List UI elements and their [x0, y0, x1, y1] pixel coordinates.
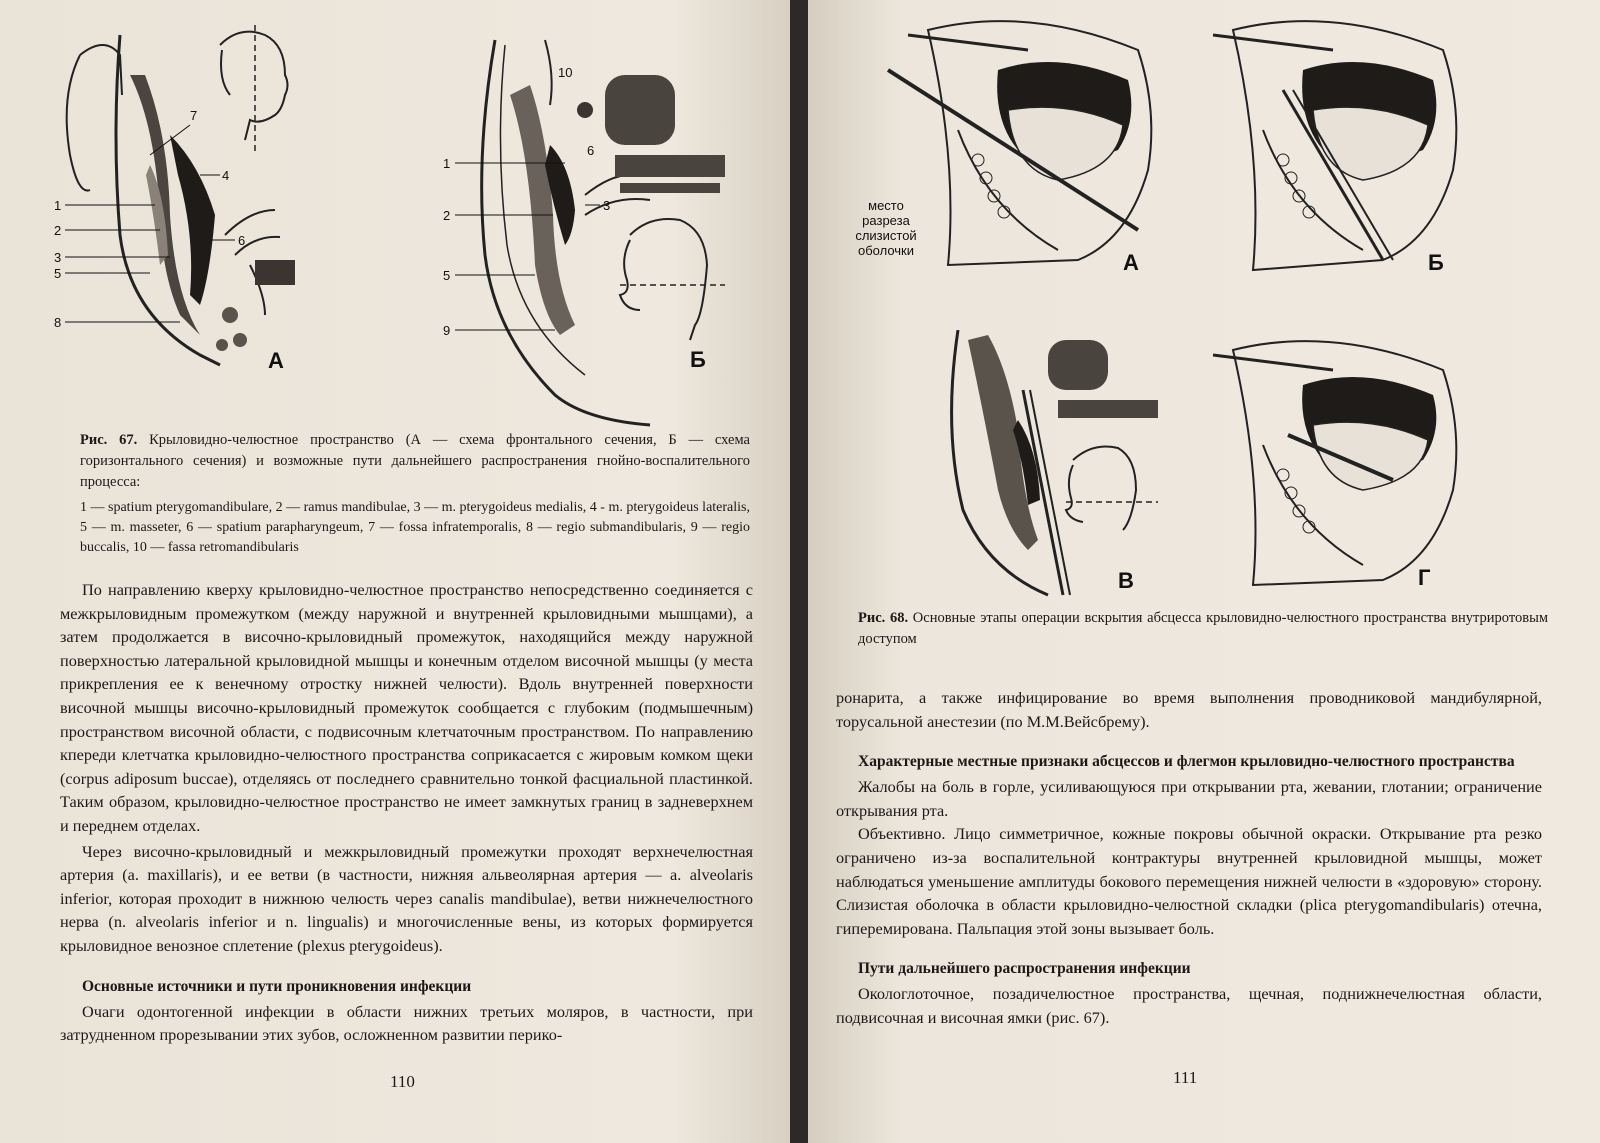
fig68-panel-g-letter: Г [1418, 565, 1431, 590]
figure-67-panel-a [50, 15, 310, 385]
fig67b-panel-letter: Б [690, 347, 706, 372]
fig67a-label-6: 6 [238, 233, 246, 248]
fig67b-label-1: 1 [443, 156, 451, 171]
paragraph: Очаги одонтогенной инфекции в области нижних третьих моляров, в частности, при затрудненном прорезывании этих зубов, осложненном развитии перико- [60, 1001, 753, 1045]
section-heading: Характерные местные признаки абсцессов и флегмон крыловидно-челюстного пространства [858, 753, 1515, 771]
left-body-text [60, 578, 753, 1047]
fig67b-label-9: 9 [443, 323, 451, 338]
figure-68-panel-b [1193, 10, 1473, 290]
fig67a-label-4: 4 [222, 168, 230, 183]
fig67a-label-5: 5 [54, 266, 62, 281]
caption-number: Рис. 67. [80, 432, 138, 448]
book-gutter [790, 0, 808, 1143]
incision-label-line4: оболочки [857, 243, 915, 258]
caption-text: Крыловидно-челюстное пространство (А — схема фронтального сечения, Б — схема горизонтального сечения) и возможные пути дальнейшего распространения гнойно-воспалительного процесса: [80, 432, 750, 490]
fig67a-panel-letter: А [268, 348, 284, 373]
incision-label-line3: слизистой [855, 228, 917, 243]
right-page [808, 0, 1600, 1143]
fig68-panel-b-letter: Б [1428, 250, 1444, 275]
fig67b-label-10: 10 [558, 65, 573, 80]
fig67b-label-6: 6 [587, 143, 595, 158]
fig67b-label-2: 2 [443, 208, 451, 223]
left-page [0, 0, 790, 1143]
figure-68-panel-v [928, 330, 1168, 600]
caption-text: Основные этапы операции вскрытия абсцесса крыловидно-челюстного пространства внутриротовым доступом [858, 610, 1549, 647]
fig67a-label-3: 3 [54, 250, 62, 265]
fig67a-label-1: 1 [54, 198, 62, 213]
fig67b-label-3: 3 [603, 198, 611, 213]
paragraph: Окологлоточное, позадичелюстное пространства, щечная, поднижнечелюстная области, подвисочная и височная ямки (рис. 67). [836, 984, 1542, 1027]
paragraph: Через височно-крыловидный и межкрыловидный промежутки проходят верхнечелюстная артерия (a. maxillaris), и ее ветви (в частности, нижняя альвеолярная артерия — a. alveolaris inferior, которая проходит в нижнюю челюсть через canalis mandibulae), ветви нижнечелюстного нерва (n. alveolaris inferior и n. lingualis) и многочисленные вены, из которых формируется крыловидное венозное сплетение (plexus pterygoideus). [60, 841, 753, 955]
section-heading: Основные источники и пути проникновения инфекции [82, 977, 472, 995]
figure-67-panel-b [435, 35, 745, 430]
figure-68-panel-a [828, 10, 1178, 290]
paragraph: Жалобы на боль в горле, усиливающуюся при открывании рта, жевании, глотании; ограничение открывания рта. [836, 777, 1542, 820]
page-number: 111 [1173, 1068, 1198, 1087]
section-heading: Пути дальнейшего распространения инфекции [858, 960, 1191, 978]
fig67a-label-8: 8 [54, 315, 62, 330]
figure-67-caption [80, 430, 750, 493]
figure-68-panel-g [1193, 330, 1473, 600]
paragraph: По направлению кверху крыловидно-челюстное пространство непосредственно соединяется с межкрыловидным промежутком (между наружной и внутренней крыловидными мышцами), а затем продолжается в височно-крыловидный промежуток, находящийся между наружной поверхностью латеральной крыловидной мышцы и конечным отделом височной мышцы (у места прикрепления ее к венечному отростку нижней челюсти). Вдоль внутренней поверхности височной мышцы височно-крыловидный промежуток сообщается с глубоким (подмышечным) пространством височной области, с подвисочным клетчаточным пространством. По направлению кпереди клетчатка крыловидно-челюстного пространства соприкасается с жировым комком щеки (corpus adiposum buccae), отделяясь от последнего сравнительно тонкой фасциальной пластинкой. Таким образом, крыловидно-челюстное пространство не имеет замкнутых границ в задневерхнем и переднем отделах. [60, 580, 753, 835]
figure-67-legend: 1 — spatium pterygomandibulare, 2 — ramus mandibulae, 3 — m. pterygoideus medialis, 4 - m. pterygoideus lateralis, 5 — m. masseter, 6 — spatium parapharyngeum, 7 — fossa infratemporalis, 8 — regio submandibularis, 9 — regio buccalis, 10 — fassa retromandibularis [80, 500, 750, 555]
fig67a-label-2: 2 [54, 223, 62, 238]
fig68-panel-v-letter: В [1118, 568, 1134, 593]
right-body-text [836, 686, 1542, 1030]
fig68-panel-a-letter: А [1123, 250, 1139, 275]
paragraph: ронарита, а также инфицирование во время выполнения проводниковой мандибулярной, торусальной анестезии (по М.М.Вейсбрему). [836, 688, 1542, 731]
fig67a-label-7: 7 [190, 108, 198, 123]
fig67b-label-5: 5 [443, 268, 451, 283]
figure-68-caption [858, 608, 1548, 650]
caption-number: Рис. 68. [858, 610, 909, 626]
incision-label-line2: разреза [862, 213, 910, 228]
incision-label-line1: место [868, 198, 904, 213]
page-number: 110 [390, 1072, 415, 1091]
paragraph: Объективно. Лицо симметричное, кожные покровы обычной окраски. Открывание рта резко ограничено из-за воспалительной контрактуры внутренней крыловидной мышцы, может наблюдаться уменьшение амплитуды бокового перемещения нижней челюсти в «здоровую» сторону. Слизистая оболочка в области крыловидно-челюстной складки (plica pterygomandibularis) отечна, гиперемирована. Пальпация этой зоны вызывает боль. [836, 824, 1542, 938]
